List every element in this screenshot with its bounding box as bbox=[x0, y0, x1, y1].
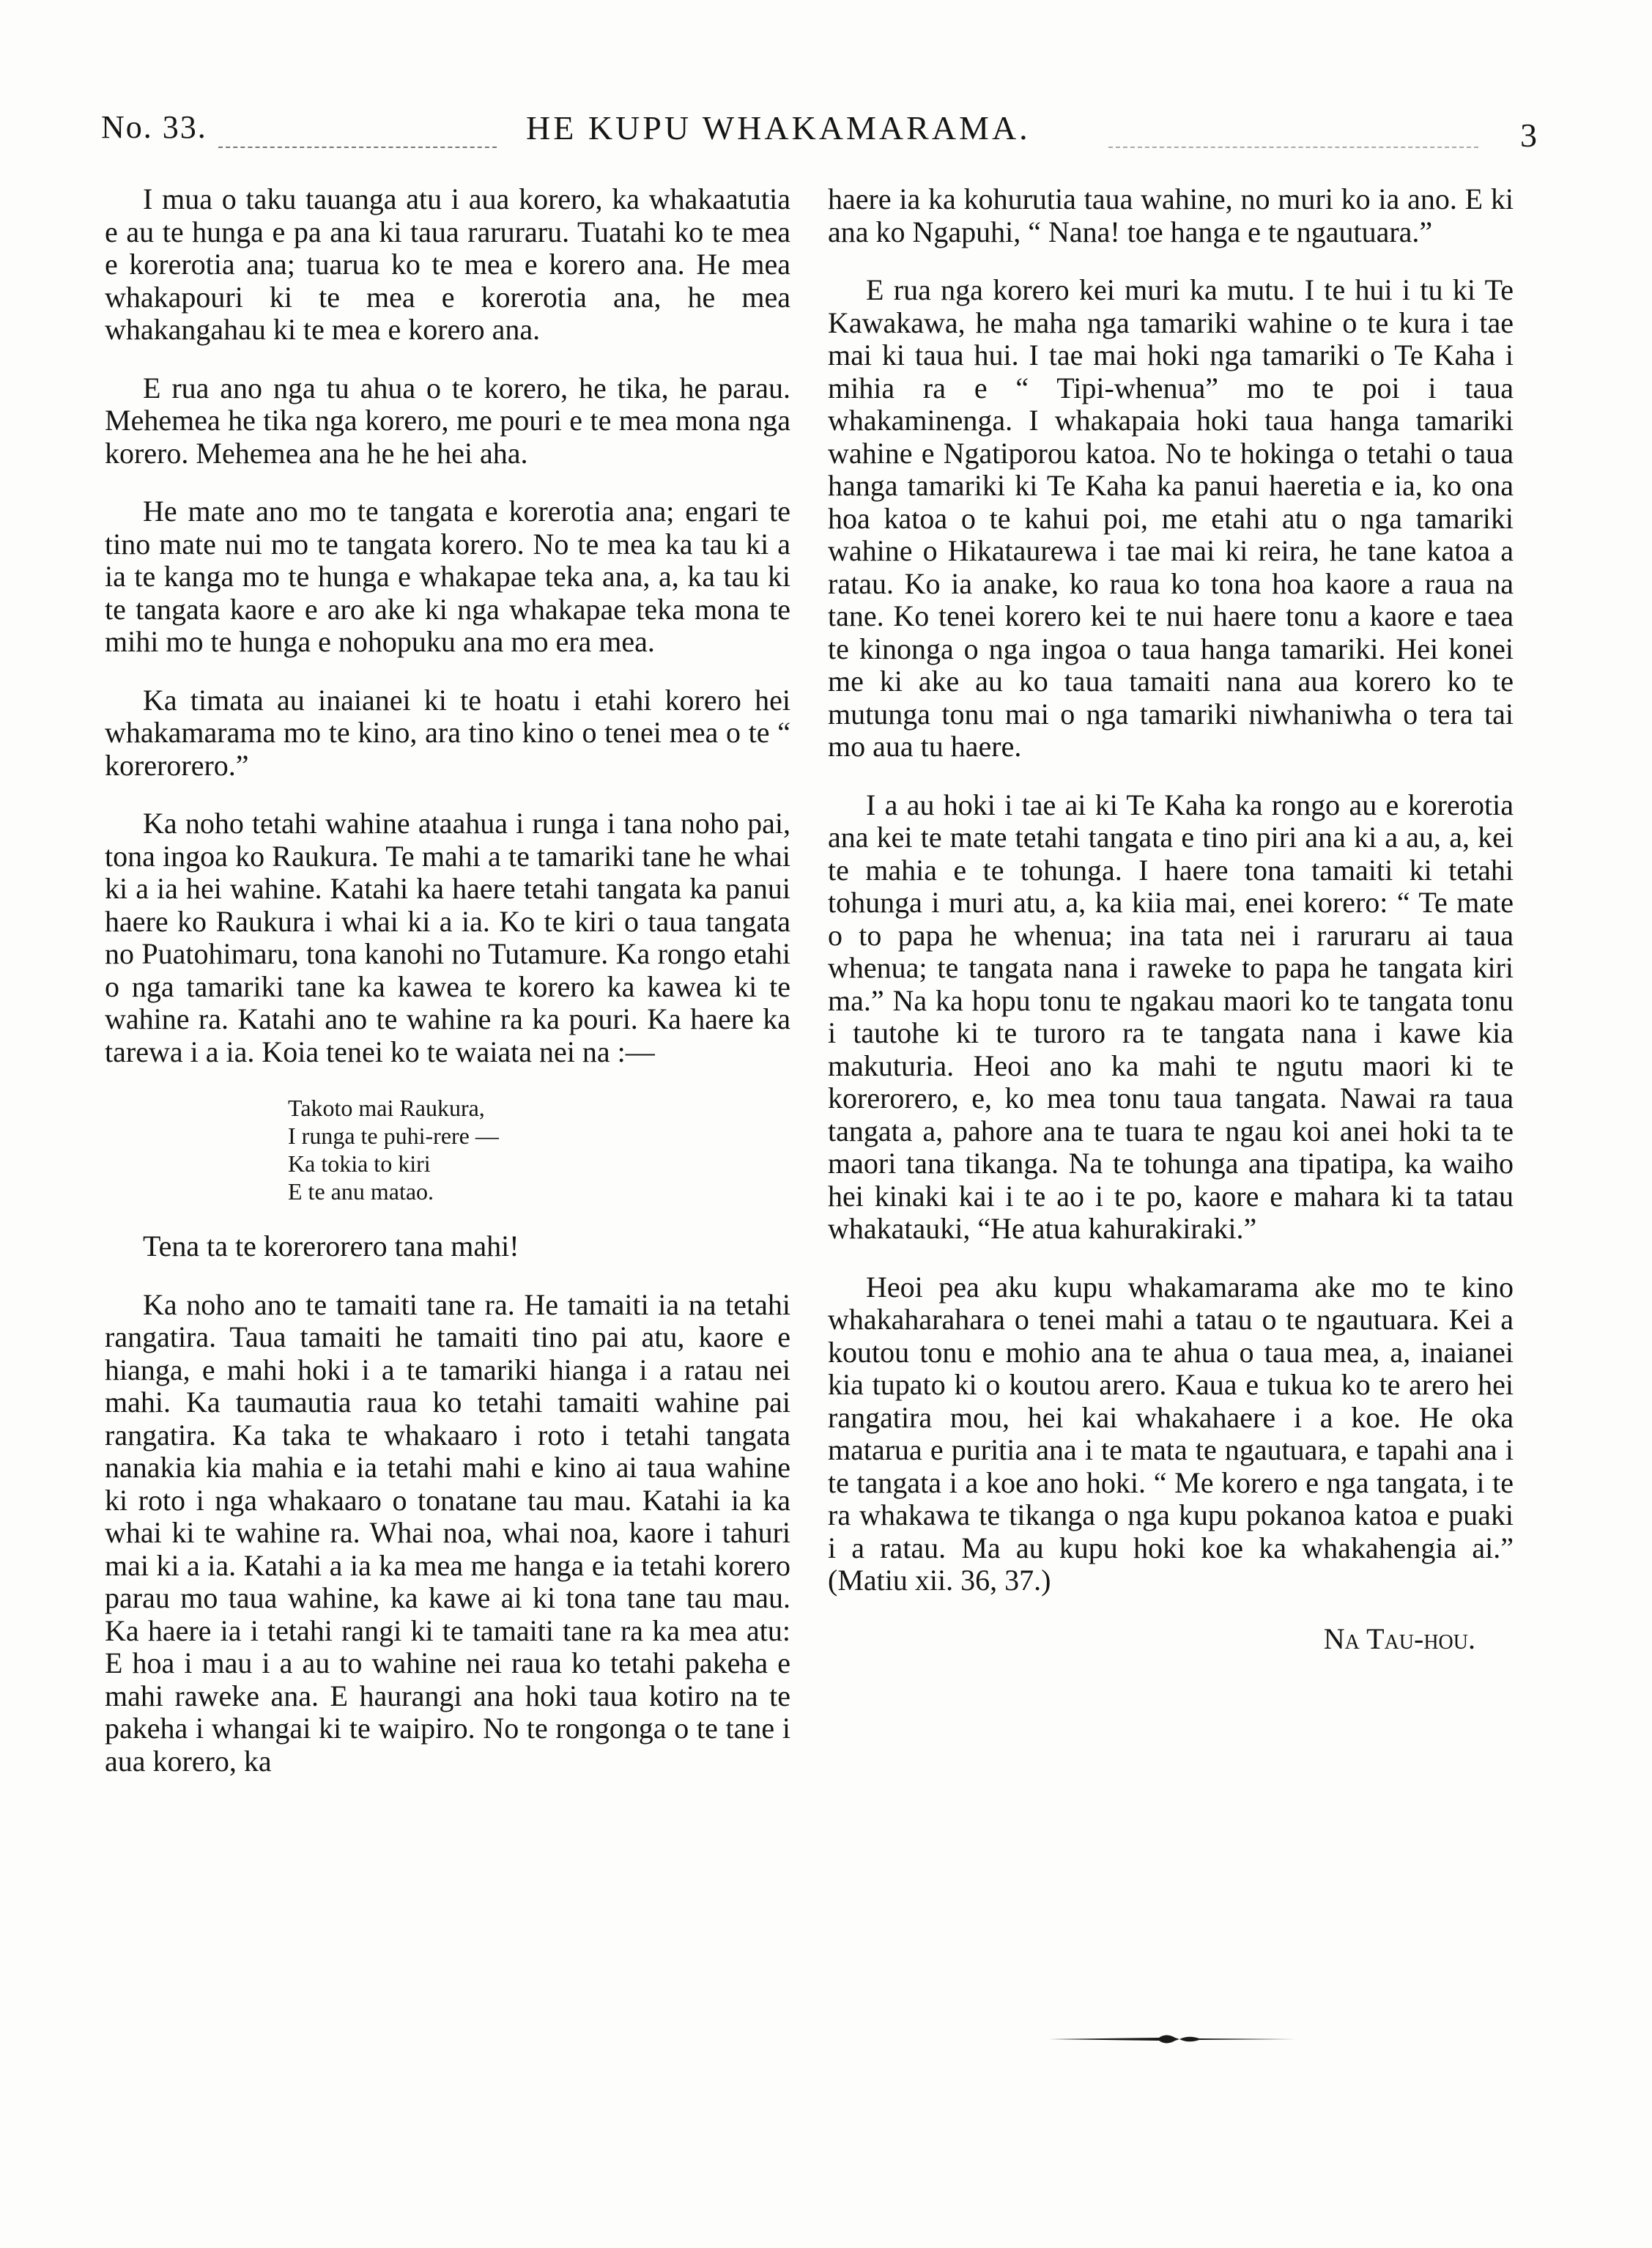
paragraph: E rua ano nga tu ahua o te korero, he tika, he parau. Mehemea he tika nga korero, me pouri e te mea mona nga korero. Mehemea ana he he hei aha. bbox=[105, 371, 790, 470]
waiata-poem bbox=[288, 1094, 790, 1205]
poem-line: E te anu matao. bbox=[288, 1178, 434, 1205]
issue-number: No. 33. bbox=[101, 109, 207, 145]
paragraph: Ka noho ano te tamaiti tane ra. He tamaiti ia na tetahi rangatira. Taua tamaiti he tamaiti tino pai atu, kaore e hianga, e mahi hoki i a te tamariki hianga i a ratau nei mahi. Ka taumautia raua ko tetahi tamaiti wahine pai rangatira. Ka taka te whakaaro i roto i tetahi tangata nanakia kia mahia e ia tetahi mahi e kino ai taua wahine ki roto i nga whakaaro o tonatane tau mau. Katahi ia ka whai ki te wahine ra. Whai noa, whai noa, kaore i tahuri mai ki a ia. Katahi a ia ka mea me hanga e ia tetahi korero parau mo taua wahine, ka kawe ai ki tona tane tau mau. Ka haere ia i tetahi rangi ki te tamaiti tane ra ka mea atu: E hoa i mau i a au to wahine nei raua ko tetahi pakeha e mahi raweke ana. E haurangi ana hoki taua kotiro na te pakeha i whangai ki te waipiro. No te rongonga o te tane i aua korero, ka bbox=[105, 1287, 790, 1778]
paragraph: He mate ano mo te tangata e korerotia ana; engari te tino mate nui mo te tangata korero. No te mea ka tau ki a ia te kanga mo te hunga e whakapae teka ana, a, ka tau ki te tangata kaore e aro ake ki nga whakapae teka mona te mihi mo te hunga e nohopuku ana mo era mea. bbox=[105, 495, 790, 658]
paragraph: E rua nga korero kei muri ka mutu. I te hui i tu ki Te Kawakawa, he maha nga tamariki wahine o te kura i tae mai ki taua hui. I tae mai hoki nga tamariki o Te Kaha i mihia ra e “ Tipi-whenua” mo te poi i taua whakaminenga. I whakapaia hoki taua hanga tamariki wahine e Ngatiporou katoa. No te hokinga o tetahi o taua hanga tamariki ki Te Kaha ka panui haeretia e ia, ko ona hoa katoa o te kahui poi, me etahi atu o nga tamariki wahine o Hikataurewa i tae mai ki reira, he tane katoa a ratau. Ko ia anake, ko raua ko tona hoa kaore a raua na tane. Ko tenei korero kei te nui haere tonu a kaore e taea te kinonga o nga ingoa o taua hanga tamariki. Hei konei me ki ake au ko taua tamaiti nana aua korero ko te mutunga tonu mai o nga tamariki niwhaniwha o tera tai mo aua tu haere. bbox=[828, 273, 1514, 763]
poem-line: Takoto mai Raukura, bbox=[288, 1095, 485, 1121]
poem-line: I runga te puhi-rere — bbox=[288, 1123, 499, 1149]
poem-line: Ka tokia to kiri bbox=[288, 1150, 431, 1177]
paragraph: Ka noho tetahi wahine ataahua i runga i tana noho pai, tona ingoa ko Raukura. Te mahi a te tamariki tane he whai ki a ia hei wahine. Katahi ka haere tetahi tangata ka panui haere ko Raukura i whai ki a ia. Ko te kiri o taua tangata no Puatohimaru, tona kanohi no Tutamure. Ka rongo etahi o nga tamariki tane ka kawea te korero ka kawea ki te wahine ra. Katahi ano te wahine ra ka pouri. Ka haere ka tarewa i a ia. Koia tenei ko te waiata nei na :— bbox=[105, 807, 790, 1068]
header-rule-left bbox=[218, 147, 497, 148]
paragraph: Heoi pea aku kupu whakamarama ake mo te kino whakaharahara o tenei mahi a tatau o te ngautuara. Kei a koutou tonu e mohio ana te ahua o taua mea, a, inaianei kia tupato ki o koutou arero. Kaua e tukua ko te arero hei rangatira mou, hei kai whakahaere i a koe. He oka matarua e puritia ana i te mata te ngautuara, e tapahi ana i te tangata i a koe ano hoki. “ Me korero e nga tangata, i te ra whakawa te tikanga o nga kupu pokanoa katoa e puaki i a ratau. Ma au kupu hoki koe ka whakahengia ai.” (Matiu xii. 36, 37.) bbox=[828, 1270, 1514, 1597]
page-number: 3 bbox=[1520, 117, 1537, 154]
paragraph: I mua o taku tauanga atu i aua korero, ka whakaatutia e au te hunga e pa ana ki taua raruraru. Tuatahi ko te mea e korerotia ana; tuarua ko te mea e korero ana. He mea whakapouri ki te mea e korerotia ana, he mea whakangahau ki te mea e korero ana. bbox=[105, 182, 790, 346]
paragraph-continued: haere ia ka kohurutia taua wahine, no muri ko ia ano. E ki ana ko Ngapuhi, “ Nana! toe hanga e te ngautuara.” bbox=[828, 182, 1514, 248]
page-header bbox=[101, 108, 1537, 160]
header-rule-right bbox=[1108, 147, 1478, 148]
left-column bbox=[105, 183, 790, 1803]
paragraph: Ka timata au inaianei ki te hoatu i etahi korero hei whakamarama mo te kino, ara tino kino o tenei mea o te “ korerorero.” bbox=[105, 683, 790, 782]
paragraph: I a au hoki i tae ai ki Te Kaha ka rongo au e korerotia ana kei te mate tetahi tangata e tino piri ana ki a au, a, kei te mahia e te tohunga. I haere tona tamaiti ki tetahi tohunga i muri atu, a, ka kiia mai, enei korero: “ Te mate o to papa he whenua; ina tata nei i raruraru ai taua whenua; te tangata nana i raweke to papa he tangata kiri ma.” Na ka hopu tonu te ngakau maori ko te tangata tonu i tautohe ki te turoro ra te tangata nana i kawe kia makuturia. Heoi ano ka mahi te ngutu maori ki te korerorero, e, ko mea tonu taua tangata. Nawai ra taua tangata a, pahore ana te tuara te ngau koi anei hoki ta te maori tana tikanga. Na te tohunga ana tipatipa, ka waiho hei kinaki kai i te ao i te po, kaore e mahara ki ta tatau whakatauki, “He atua kahurakiraki.” bbox=[828, 788, 1514, 1245]
author-signature: Na Tau-hou. bbox=[1323, 1622, 1475, 1655]
end-ornament bbox=[1049, 2028, 1295, 2050]
paragraph: Tena ta te korerorero tana mahi! bbox=[143, 1230, 519, 1262]
running-title: HE KUPU WHAKAMARAMA. bbox=[526, 109, 1031, 147]
right-column bbox=[828, 183, 1514, 1655]
